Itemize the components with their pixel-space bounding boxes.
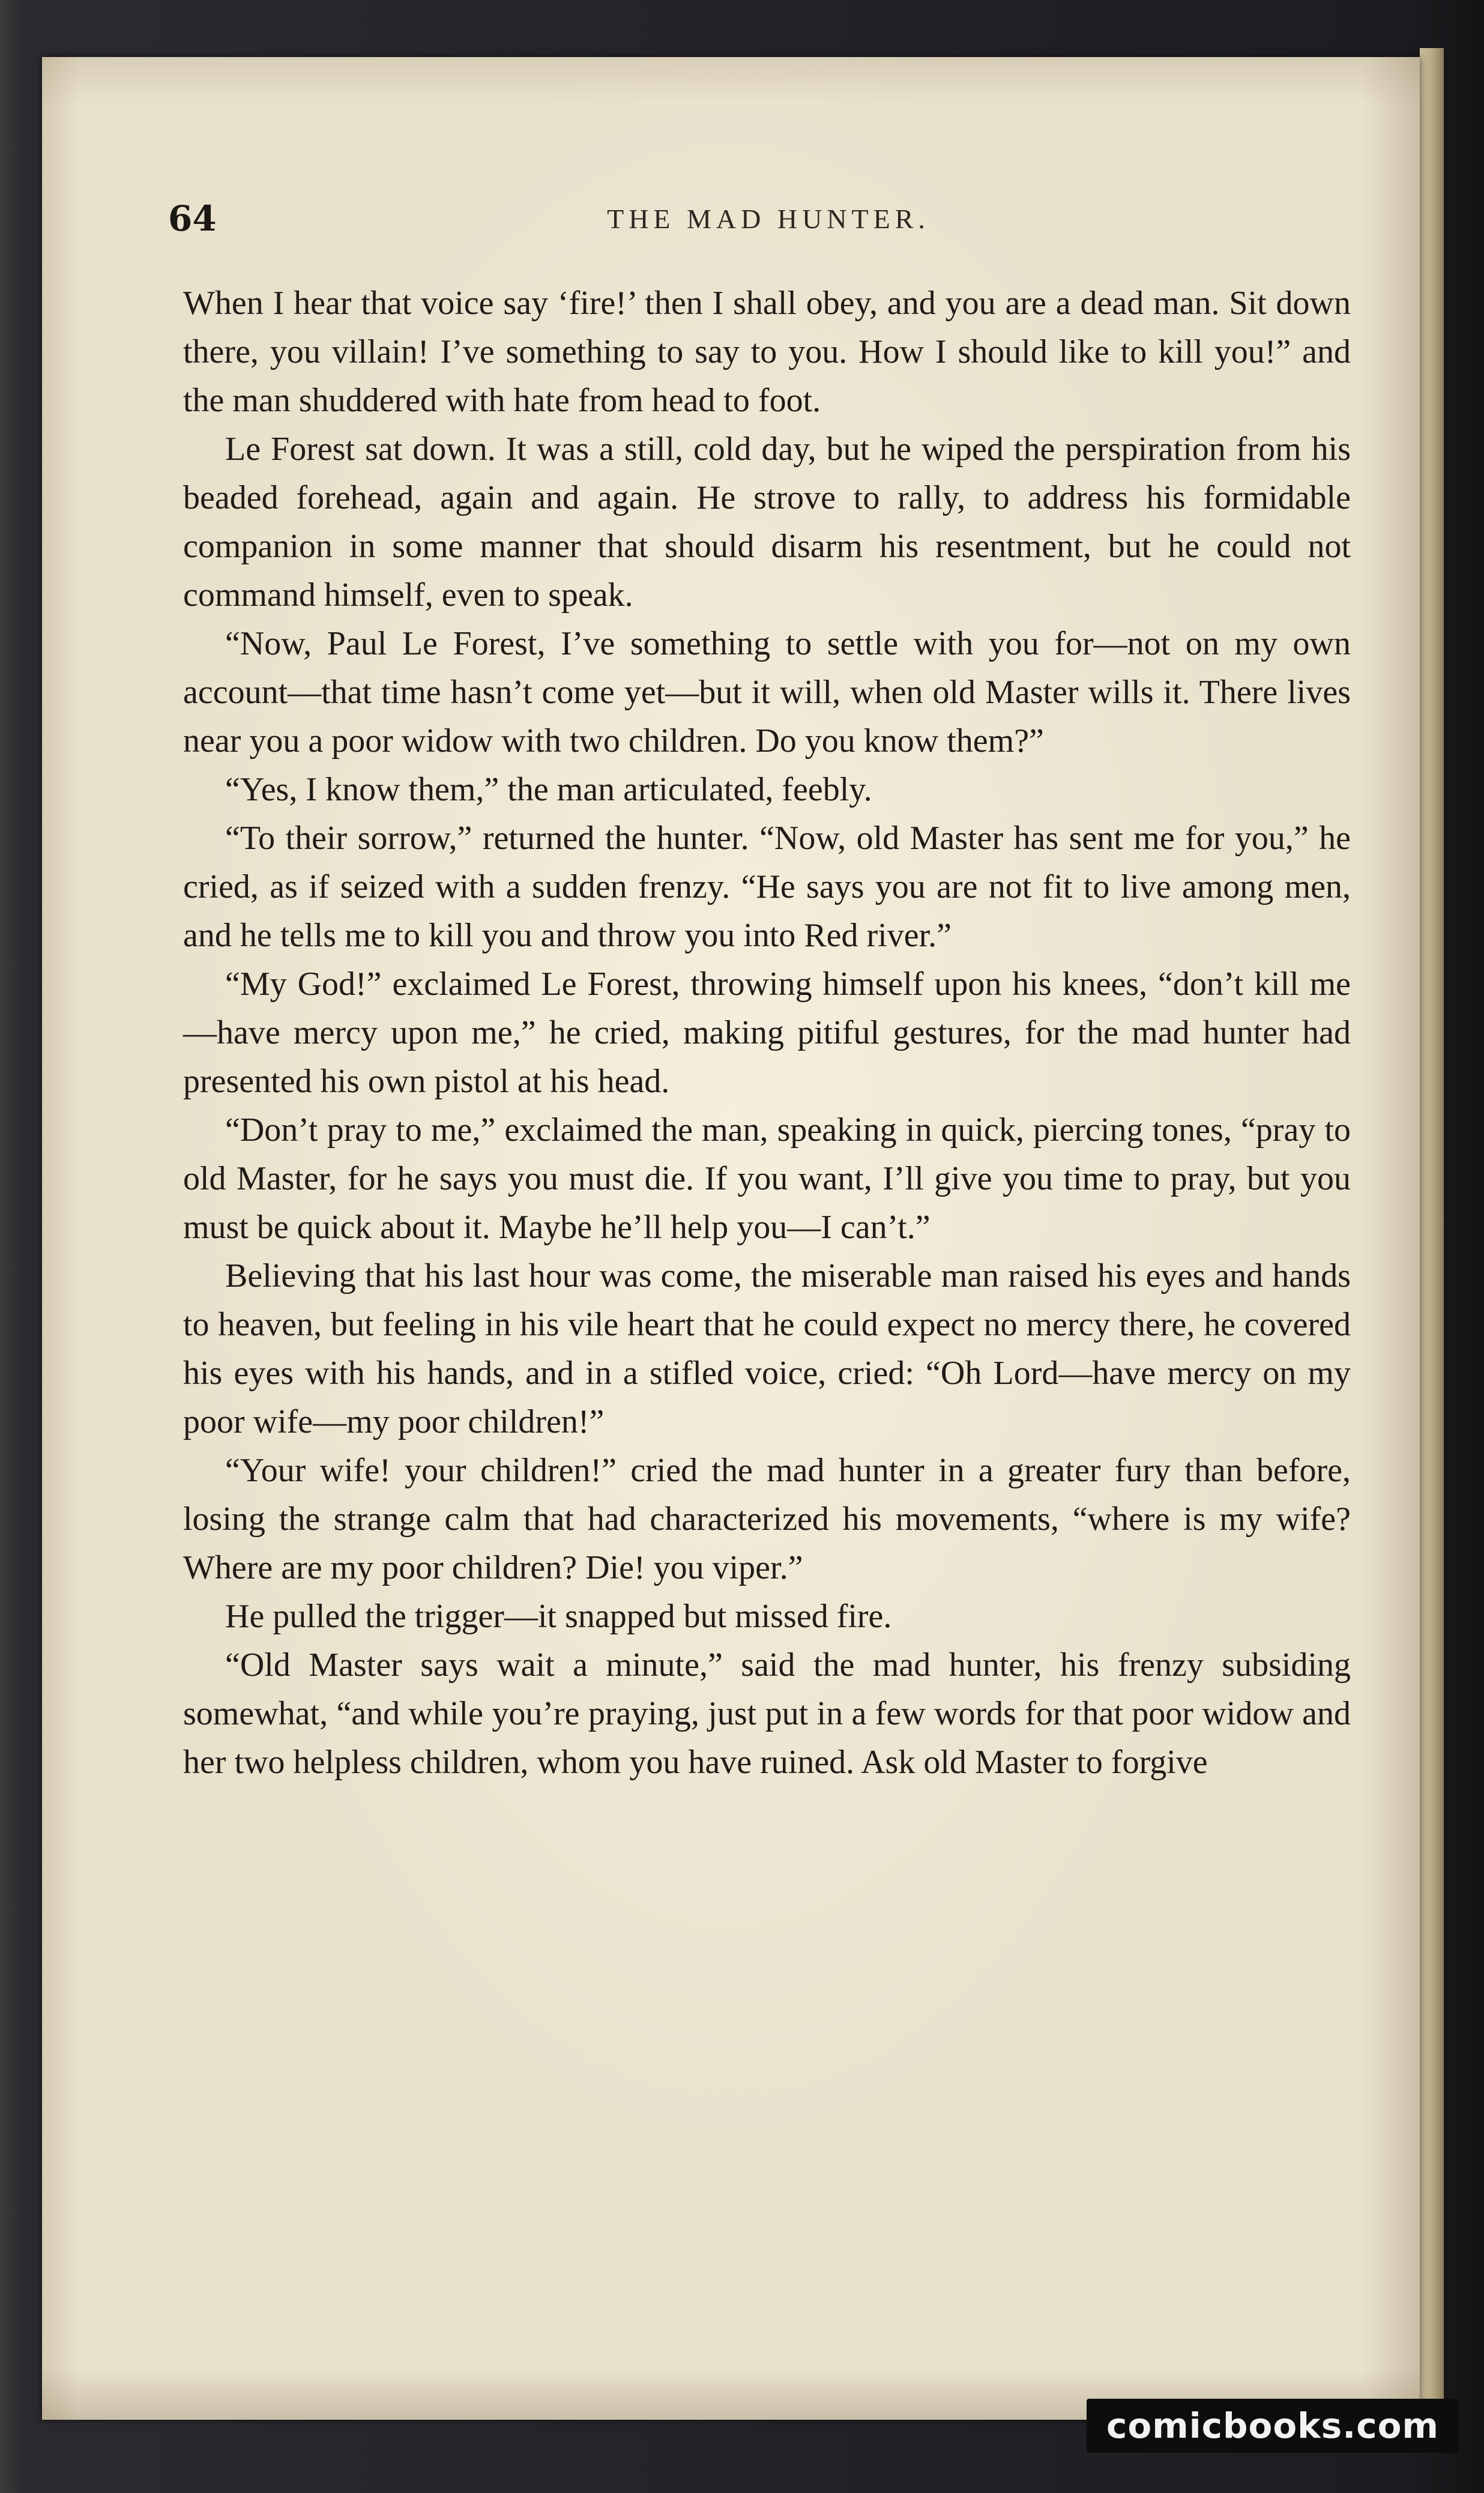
paragraph: “My God!” exclaimed Le Forest, throwing himself upon his knees, “don’t kill me—have mercy upon me,” he cried, making pitiful gestures, for the mad hunter had presented his own pistol at his head.	[183, 965, 1351, 1100]
paragraph: “Now, Paul Le Forest, I’ve something to settle with you for—not on my own account—that time hasn’t come yet—but it will, when old Master wills it. There lives near you a poor widow with two children. Do you know them?”	[183, 625, 1351, 760]
running-title: THE MAD HUNTER.	[607, 204, 930, 234]
running-head	[168, 198, 1369, 252]
paragraph: He pulled the trigger—it snapped but missed fire.	[225, 1598, 892, 1635]
paragraph: Le Forest sat down. It was a still, cold day, but he wiped the perspiration from his beaded forehead, again and again. He strove to rally, to address his formidable companion in some manner that should disarm his resentment, but he could not command himself, even to speak.	[183, 431, 1351, 614]
body-text	[183, 279, 1351, 2243]
paragraph: When I hear that voice say ‘fire!’ then I shall obey, and you are a dead man. Sit down there, you villain! I’ve something to say to you. How I should like to kill you!” and the man shuddered with hate from head to foot.	[183, 285, 1351, 419]
paragraph: Believing that his last hour was come, the miserable man raised his eyes and hands to heaven, but feeling in his vile heart that he could expect no mercy there, he covered his eyes with his hands, and in a stifled voice, cried: “Oh Lord—have mercy on my poor wife—my poor children!”	[183, 1257, 1351, 1440]
page-number: 64	[168, 198, 217, 239]
watermark-text: comicbooks.com	[1106, 2405, 1439, 2446]
paragraph: “Yes, I know them,” the man articulated, feebly.	[225, 771, 872, 808]
paragraph: “Old Master says wait a minute,” said the mad hunter, his frenzy subsiding somewhat, “and while you’re praying, just put in a few words for that poor widow and her two helpless children, whom you have ruined. Ask old Master to forgive	[183, 1646, 1351, 1781]
paragraph: “Don’t pray to me,” exclaimed the man, speaking in quick, piercing tones, “pray to old Master, for he says you must die. If you want, I’ll give you time to pray, but you must be quick about it. Maybe he’ll help you—I can’t.”	[183, 1111, 1351, 1246]
paragraph: “Your wife! your children!” cried the mad hunter in a greater fury than before, losing the strange calm that had characterized his movements, “where is my wife? Where are my poor children? Die! you viper.”	[183, 1452, 1351, 1586]
next-page-edge	[1420, 48, 1444, 2420]
paragraph: “To their sorrow,” returned the hunter. “Now, old Master has sent me for you,” he cried, as if seized with a sudden frenzy. “He says you are not fit to live among men, and he tells me to kill you and throw you into Red river.”	[183, 820, 1351, 954]
watermark	[1087, 2399, 1459, 2453]
